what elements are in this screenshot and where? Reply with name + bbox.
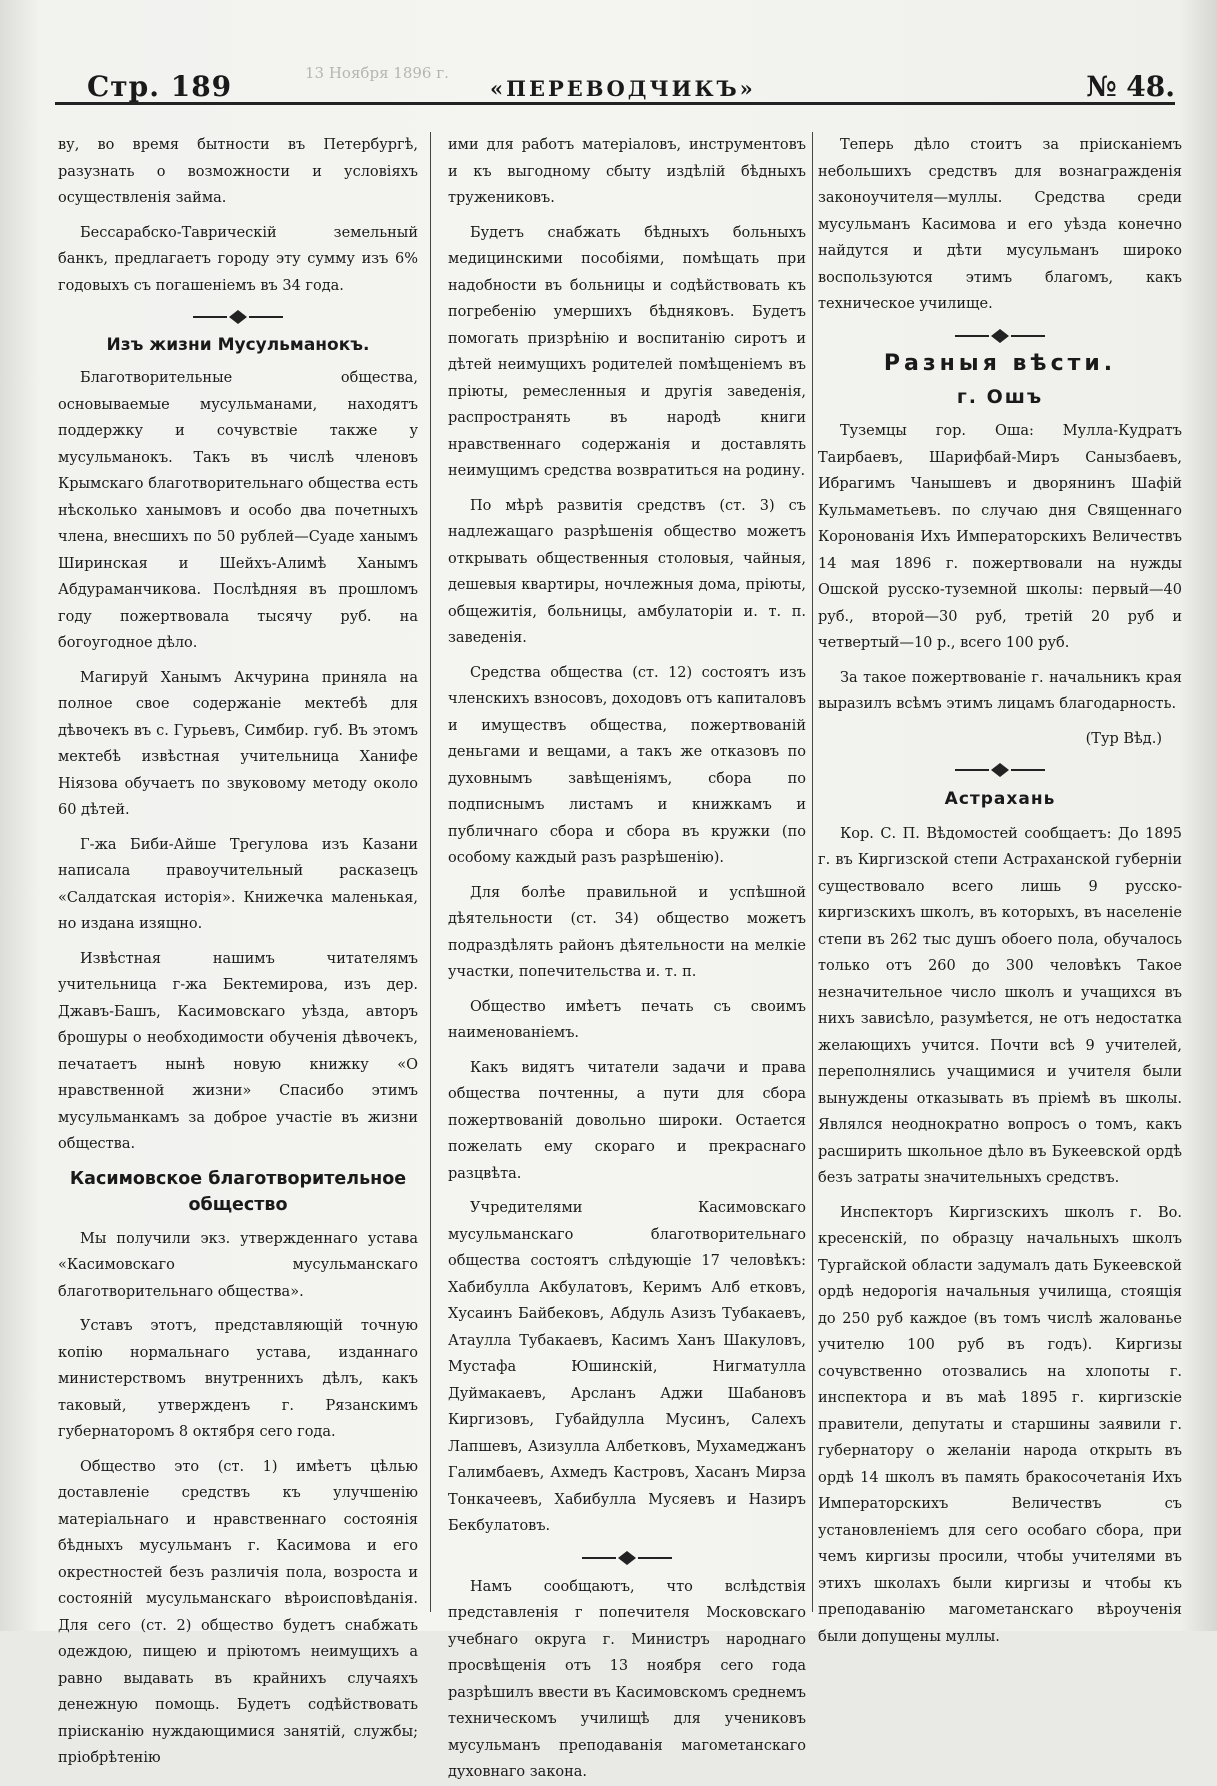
source-signature: (Тур Вѣд.)	[1085, 730, 1162, 747]
paragraph: Уставъ этотъ, представляющій точную копію нормальнаго устава, изданнаго министерствомъ внутреннихъ дѣлъ, какъ таковый, утвержденъ г. Рязанскимъ губернаторомъ 8 октября сего года.	[58, 1318, 418, 1440]
column-divider	[430, 132, 431, 1612]
page-header	[55, 64, 1175, 108]
ornament-divider-icon	[58, 307, 418, 323]
ornament-divider-icon	[448, 1548, 806, 1564]
newspaper-title: «ПЕРЕВОДЧИКЪ»	[490, 76, 756, 101]
paragraph: Какъ видятъ читатели задачи и права общества почтенны, а пути для сбора пожертвованій довольно широки. Остается пожелать ему скораго и прекраснаго разцвѣта.	[448, 1059, 806, 1182]
header-rule	[55, 102, 1175, 105]
paragraph: Общество имѣетъ печать съ своимъ наименованіемъ.	[448, 998, 806, 1041]
section-heading: Разныя вѣсти.	[883, 350, 1117, 376]
ornament-divider-icon	[818, 326, 1182, 342]
paragraph: ими для работъ матеріаловъ, инструментовъ и къ выгодному сбыту издѣлій бѣдныхъ тружениковъ.	[448, 137, 806, 206]
paragraph: Благотворительные общества, основываемые мусульманами, находятъ поддержку и сочувствіе также у мусульманокъ. Такъ въ числѣ членовъ Крымскаго благотворительнаго общества есть нѣсколько ханымовъ и особо два почетныхъ члена, внесшихъ по 50 рублей—Суаде ханымъ Ширинская и Шейхъ-Алимѣ Ханымъ Абдураманчикова. Послѣдняя въ прошломъ году пожертвовала тысячу руб. на богоугодное дѣло.	[58, 370, 418, 651]
paragraph: Г-жа Биби-Айше Трегулова изъ Казани написала правоучительный расказецъ «Салдатская исторія». Книжечка маленькая, но издана изящно.	[58, 836, 418, 932]
section-heading: Касимовское благотворительное общество	[69, 1168, 407, 1215]
paragraph: По мѣрѣ развитія средствъ (ст. 3) съ надлежащаго разрѣшенія общество можетъ открывать общественныя столовыя, чайныя, дешевыя квартиры, ночлежныя дома, пріюты, общежитія, больницы, амбулаторіи и. т. п. заведенія.	[448, 497, 806, 646]
paragraph: Учредителями Касимовскаго мусульманскаго благотворительнаго общества состоятъ слѣдующіе 17 человѣкъ: Хабибулла Акбулатовъ, Керимъ Алб етковъ, Хусаинъ Байбековъ, Абдуль Азизъ Тубакаевъ, Атаулла Тубакаевъ, Касимъ Ханъ Шакуловъ, Мустафа Юшинскій, Нигматулла Дуймакаевъ, Арсланъ Аджи Шабановъ Киргизовъ, Губайдулла Мусинъ, Салехъ Лапшевъ, Азизулла Албетковъ, Мухамеджанъ Галимбаевъ, Ахмедъ Кастровъ, Хасанъ Мирза Тонкачеевъ, Хабибулла Мусяевъ и Назиръ Бекбулатовъ.	[448, 1200, 806, 1534]
paragraph: Туземцы гор. Оша: Мулла-Кудратъ Таирбаевъ, Шарифбай-Миръ Санызбаевъ, Ибрагимъ Чанышевъ и дворянинъ Шафій Кульмаметьевъ. по случаю дня Священнаго Коронованія Ихъ Императорскихъ Величествъ 14 мая 1896 г. пожертвовали на нужды Ошской русско-туземной школы: первый—40 руб., второй—30 руб, третій 20 руб и четвертый—10 р., всего 100 руб.	[818, 423, 1182, 651]
column-1	[58, 132, 418, 1766]
paragraph: Магируй Ханымъ Акчурина приняла на полное свое содержаніе мектебѣ для дѣвочекъ въ с. Гурьевъ, Симбир. губ. Въ этомъ мектебѣ извѣстная учительница Ханифе Ніязова обучаетъ по звуковому методу около 60 дѣтей.	[58, 669, 418, 818]
city-heading: Астрахань	[944, 789, 1056, 809]
paragraph: Бессарабско-Таврическій земельный банкъ, предлагаетъ городу эту сумму изъ 6% годовыхъ съ погашеніемъ въ 34 года.	[58, 224, 418, 294]
paragraph: Теперь дѣло стоитъ за пріисканіемъ небольшихъ средствъ для вознагражденія законоучителя—муллы. Средства среди мусульманъ Касимова и его уѣзда конечно найдутся и дѣти мусульманъ широко воспользуются этимъ благомъ, какъ техническое училище.	[818, 137, 1182, 312]
page-number: Стр. 189	[87, 70, 233, 103]
paragraph: Общество это (ст. 1) имѣетъ цѣлью доставленіе средствъ къ улучшенію матеріальнаго и нравственнаго состоянія бѣдныхъ мусульманъ г. Касимова и его окрестностей безъ различія пола, возроста и состояній мусульманскаго вѣроисповѣданія. Для сего (ст. 2) общество будетъ снабжать одеждою, пищею и пріютомъ неимущихъ а равно выдавать въ крайнихъ случаяхъ денежную помощь. Будетъ содѣйствовать пріисканію нуждающимися занятій, службы; пріобрѣтенію	[58, 1458, 418, 1766]
column-2	[448, 132, 806, 1780]
library-stamp: 13 Ноября 1896 г.	[305, 64, 449, 82]
ornament-divider-icon	[818, 760, 1182, 776]
issue-number: № 48.	[1086, 70, 1175, 103]
paragraph: За такое пожертвованіе г. начальникъ края выразилъ всѣмъ этимъ лицамъ благодарность.	[818, 669, 1182, 712]
city-heading: г. Ошъ	[956, 385, 1044, 408]
paragraph: Будетъ снабжать бѣдныхъ больныхъ медицинскими пособіями, помѣщать при надобности въ больницы и содѣйствовать къ погребенію умершихъ бѣдняковъ. Будетъ помогать призрѣнію и воспитанію сиротъ и дѣтей неимущихъ родителей помѣщеніемъ въ пріюты, ремесленныя и другія заведенія, распространять въ народѣ книги нравственнаго содержанія и доставлять неимущимъ средства возвратиться на родину.	[448, 224, 806, 479]
paragraph: Инспекторъ Киргизскихъ школъ г. Во. кресенскій, по образцу начальныхъ школъ Тургайской области задумалъ дать Букеевской ордѣ недорогія начальныя училища, стоящія до 250 руб каждое (въ томъ числѣ жалованье учителю 100 руб въ годъ). Киргизы сочувственно отозвались на хлопоты г. инспектора и въ маѣ 1895 г. киргизскіе правители, депутаты и старшины заявили г. губернатору о желаніи народа открыть въ ордѣ 14 школъ въ память бракосочетанія Ихъ Императорскихъ Величествъ съ установленіемъ для сего особаго сбора, при чемъ киргизы просили, чтобы учителями въ этихъ школахъ были киргизы и чтобы къ преподаванію магометанскаго вѣроученія были допущены муллы.	[818, 1204, 1182, 1645]
paragraph: Кор. С. П. Вѣдомостей сообщаетъ: До 1895 г. въ Киргизской степи Астраханской губерніи существовало всего лишь 9 русско-киргизскихъ школъ, въ которыхъ, въ населеніе степи въ 262 тыс душъ обоего пола, обучалось только отъ 260 до 300 человѣкъ Такое незначительное число школъ и учащихся въ нихъ зависѣло, разумѣется, не отъ недостатка желающихъ учится. Почти всѣ 9 учителей, переполнялись учащимися и учителя были вынуждены отказывать въ пріемѣ въ школы. Являлся неоднократно вопросъ о томъ, какъ расширить школьное дѣло въ Букеевской ордѣ безъ затраты значительныхъ средствъ.	[818, 825, 1182, 1186]
paragraph: Извѣстная нашимъ читателямъ учительница г-жа Бектемирова, изъ дер. Джавъ-Башъ, Касимовскаго уѣзда, авторъ брошуры о необходимости обученія дѣвочекъ, печатаетъ нынѣ новую книжку «О нравственной жизни» Спасибо этимъ мусульманкамъ за доброе участіе въ жизни общества.	[58, 950, 418, 1152]
column-divider	[812, 132, 813, 1612]
paragraph: Для болѣе правильной и успѣшной дѣятельности (ст. 34) общество можетъ подраздѣлять районъ дѣятельности на мелкіе участки, попечительства и. т. п.	[448, 884, 806, 980]
paragraph: Средства общества (ст. 12) состоятъ изъ членскихъ взносовъ, доходовъ отъ капиталовъ и имуществъ общества, пожертвованій деньгами и вещами, а такъ же отказовъ по духовнымъ завѣщеніямъ, сбора по подписнымъ листамъ и книжкамъ и публичнаго сбора и сбора въ кружки (по особому каждый разъ разрѣшенію).	[448, 664, 806, 866]
column-3	[818, 132, 1182, 1645]
paragraph: Намъ сообщаютъ, что вслѣдствія представленія г попечителя Московскаго учебнаго округа г. Министръ народнаго просвѣщенія отъ 13 ноября сего года разрѣшилъ ввести въ Касимовскомъ среднемъ техническомъ училищѣ для учениковъ мусульманъ преподаванія магометанскаго духовнаго закона.	[448, 1578, 806, 1780]
paragraph: Мы получили экз. утвержденнаго устава «Касимовскаго мусульманскаго благотворительнаго общества».	[58, 1230, 418, 1300]
section-heading: Изъ жизни Мусульманокъ.	[106, 335, 370, 355]
paragraph: ву, во время бытности въ Петербургѣ, разузнать о возможности и условіяхъ осуществленія займа.	[58, 137, 418, 206]
